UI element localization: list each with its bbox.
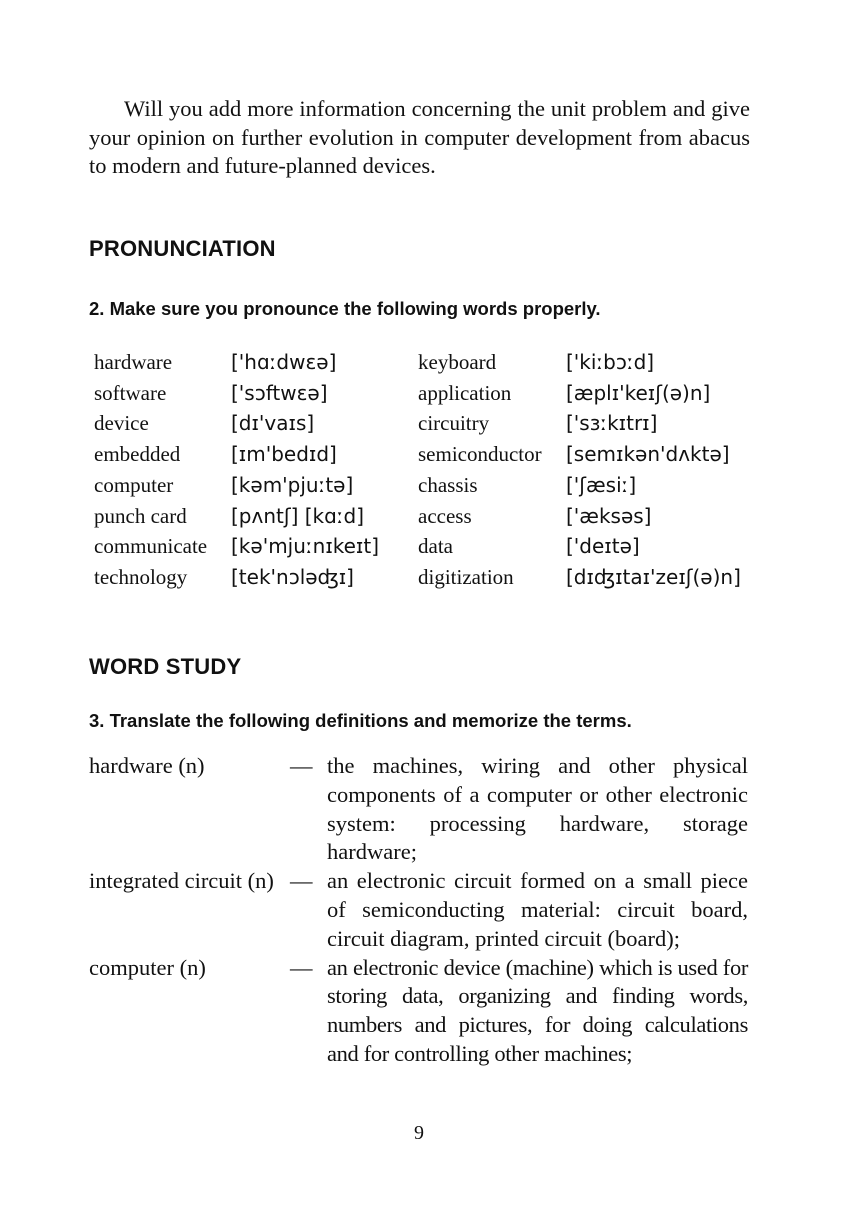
- definition-item: [89, 752, 750, 867]
- pronunciation-row: [94, 411, 774, 441]
- transcription: [kə'mjuːnɪkeɪt]: [231, 534, 379, 558]
- word: technology: [94, 565, 188, 589]
- transcription: [dɪ'vaɪs]: [231, 411, 315, 435]
- pronunciation-task: 2. Make sure you pronounce the following words properly.: [89, 298, 601, 319]
- word: application: [418, 381, 512, 405]
- word: chassis: [418, 473, 478, 497]
- transcription: [tek'nɔləʤɪ]: [231, 565, 354, 589]
- definition-item: [89, 867, 750, 953]
- definition-term: integrated circuit (n): [89, 868, 274, 894]
- word-study-heading: WORD STUDY: [89, 654, 242, 679]
- word: computer: [94, 473, 174, 497]
- definition-text: the machines, wiring and other physical components of a computer or other electronic system: processing hardware, storage hardware;: [327, 753, 748, 865]
- pronunciation-heading: PRONUNCIATION: [89, 236, 276, 261]
- transcription: [pʌntʃ] [kɑːd]: [231, 504, 365, 528]
- definition-text: an electronic device (machine) which is used for storing data, organizing and finding words, numbers and pictures, for doing calculations and for controlling other machines;: [327, 954, 748, 1066]
- word: communicate: [94, 534, 208, 558]
- word: software: [94, 381, 167, 405]
- word: hardware: [94, 350, 173, 374]
- transcription: [semɪkən'dʌktə]: [566, 442, 730, 466]
- transcription: [dɪʤɪtaɪ'zeɪʃ(ə)n]: [566, 565, 741, 589]
- transcription: ['sɜːkɪtrɪ]: [566, 411, 658, 435]
- word: digitization: [418, 565, 514, 589]
- word: punch card: [94, 504, 187, 528]
- transcription: [kəm'pjuːtə]: [231, 473, 354, 497]
- transcription: [ɪm'bedɪd]: [231, 442, 337, 466]
- transcription: [æplɪ'keɪʃ(ə)n]: [566, 381, 711, 405]
- transcription: ['ʃæsiː]: [566, 473, 637, 497]
- word-study-task: 3. Translate the following definitions and memorize the terms.: [89, 710, 632, 731]
- definition-term: computer (n): [89, 954, 206, 980]
- definition-dash: —: [290, 954, 313, 980]
- definitions-list: [89, 752, 750, 1069]
- word: access: [418, 504, 472, 528]
- pronunciation-row: [94, 534, 774, 564]
- transcription: ['kiːbɔːd]: [566, 350, 655, 374]
- word: semiconductor: [418, 442, 542, 466]
- word: embedded: [94, 442, 181, 466]
- pronunciation-row: [94, 442, 774, 472]
- pronunciation-row: [94, 504, 774, 534]
- word: circuitry: [418, 411, 490, 435]
- intro-paragraph: Will you add more information concerning the unit problem and give your opinion on further evolution in computer development from abacus to modern and future-planned devices.: [89, 96, 750, 178]
- word: data: [418, 534, 453, 558]
- transcription: ['sɔftwɛə]: [231, 381, 328, 405]
- transcription: ['æksəs]: [566, 504, 652, 528]
- pronunciation-table: [94, 350, 774, 600]
- word: device: [94, 411, 149, 435]
- definition-dash: —: [290, 868, 313, 894]
- definition-term: hardware (n): [89, 753, 205, 778]
- transcription: ['hɑːdwɛə]: [231, 350, 337, 374]
- page-number: 9: [414, 1122, 424, 1144]
- pronunciation-row: [94, 381, 774, 411]
- pronunciation-row: [94, 473, 774, 503]
- word: keyboard: [418, 350, 497, 374]
- transcription: ['deɪtə]: [566, 534, 640, 558]
- definition-item: [89, 954, 750, 1069]
- definition-dash: —: [290, 753, 313, 778]
- definition-text: an electronic circuit formed on a small piece of semiconducting material: circuit board, circuit diagram, printed circuit (board);: [327, 868, 748, 951]
- pronunciation-row: [94, 565, 774, 595]
- pronunciation-row: [94, 350, 774, 380]
